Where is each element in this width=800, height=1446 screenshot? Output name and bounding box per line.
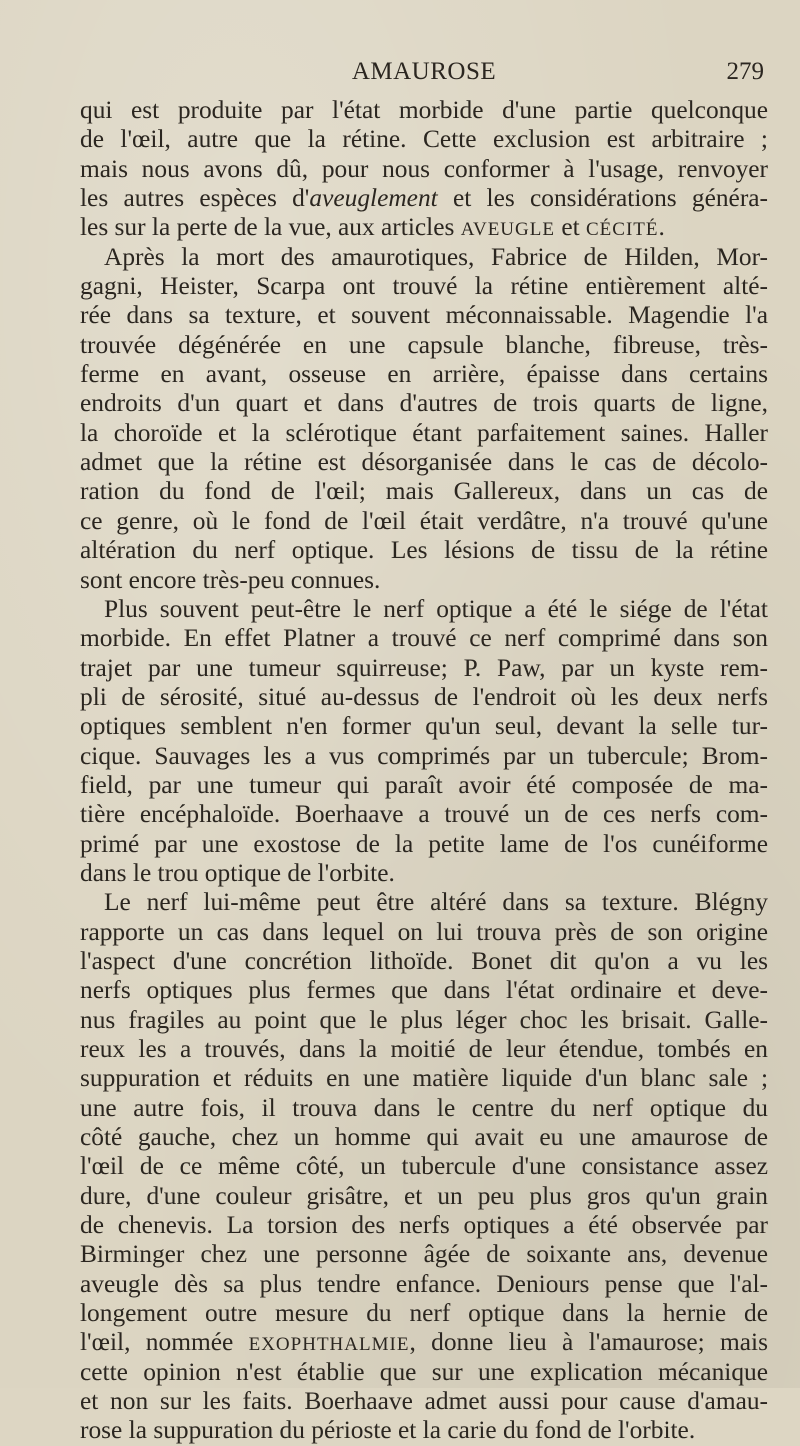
text-line: aveugle dès sa plus tendre enfance. Deniours pense que l'al- bbox=[80, 1269, 768, 1298]
running-head: AMAUROSE bbox=[351, 58, 497, 85]
text-line: rapporte un cas dans lequel on lui trouva près de son origine bbox=[80, 917, 768, 946]
text-line: ferme en avant, osseuse en arrière, épaisse dans certains bbox=[80, 360, 768, 389]
text-line: pli de sérosité, situé au-dessus de l'endroit où les deux nerfs bbox=[80, 682, 768, 711]
text-line: et non sur les faits. Boerhaave admet aussi pour cause d'amau- bbox=[80, 1387, 768, 1416]
text-line: trajet par une tumeur squirreuse; P. Paw, par un kyste rem- bbox=[80, 653, 768, 682]
text-line: longement outre mesure du nerf optique dans la hernie de bbox=[80, 1299, 768, 1328]
text-line: nerfs optiques plus fermes que dans l'état ordinaire et deve- bbox=[80, 976, 768, 1005]
text-line: rose la suppuration du périoste et la carie du fond de l'orbite. bbox=[80, 1416, 696, 1445]
text-line: une autre fois, il trouva dans le centre du nerf optique du bbox=[80, 1093, 768, 1122]
text-line: dure, d'une couleur grisâtre, et un peu plus gros qu'un grain bbox=[80, 1181, 768, 1210]
text-line: altération du nerf optique. Les lésions de tissu de la rétine bbox=[80, 536, 768, 565]
text-line: ration du fond de l'œil; mais Gallereux, dans un cas de bbox=[80, 477, 768, 506]
italic-term: aveuglement bbox=[309, 184, 438, 213]
text-line: trouvée dégénérée en une capsule blanche, fibreuse, très- bbox=[80, 330, 768, 359]
text-line: la choroïde et la sclérotique étant parfaitement saines. Haller bbox=[80, 418, 768, 447]
text-line: suppuration et réduits en une matière liquide d'un blanc sale ; bbox=[80, 1064, 768, 1093]
text-line: l'œil de ce même côté, un tubercule d'une consistance assez bbox=[80, 1152, 768, 1181]
text-line: dans le trou optique de l'orbite. bbox=[80, 858, 395, 887]
text-run: . bbox=[658, 213, 665, 242]
text-line: de chenevis. La torsion des nerfs optiques a été observée par bbox=[80, 1211, 768, 1240]
text-line: ce genre, où le fond de l'œil était verdâtre, n'a trouvé qu'une bbox=[80, 506, 768, 535]
text-run: , donne lieu à l'amaurose; mais bbox=[409, 1328, 768, 1357]
text-line bbox=[80, 213, 768, 242]
text-line: qui est produite par l'état morbide d'une partie quelconque bbox=[80, 96, 768, 124]
cross-reference: CÉCITÉ bbox=[586, 219, 659, 241]
text-run: l'œil, nommée bbox=[80, 1328, 249, 1357]
text-line: cette opinion n'est établie que sur une explication mécanique bbox=[80, 1357, 768, 1386]
text-line: cique. Sauvages les a vus comprimés par un tubercule; Brom- bbox=[80, 741, 768, 770]
cross-reference: AVEUGLE bbox=[460, 219, 555, 241]
text-line: mais nous avons dû, pour nous conformer à l'usage, renvoyer bbox=[80, 154, 768, 183]
text-line: rée dans sa texture, et souvent méconnaissable. Magendie l'a bbox=[80, 301, 768, 330]
text-line: Après la mort des amaurotiques, Fabrice de Hilden, Mor- bbox=[104, 242, 768, 271]
text-line: Plus souvent peut-être le nerf optique a été le siége de l'état bbox=[104, 594, 768, 623]
text-line: Birminger chez une personne âgée de soixante ans, devenue bbox=[80, 1240, 768, 1269]
text-line: côté gauche, chez un homme qui avait eu une amaurose de bbox=[80, 1123, 768, 1152]
text-line: primé par une exostose de la petite lame de l'os cunéiforme bbox=[80, 829, 768, 858]
text-line bbox=[80, 1328, 768, 1357]
text-line: l'aspect d'une concrétion lithoïde. Bonet dit qu'on a vu les bbox=[80, 946, 768, 975]
text-line: optiques semblent n'en former qu'un seul, devant la selle tur- bbox=[80, 712, 768, 741]
cross-reference: EXOPHTHALMIE bbox=[248, 1334, 410, 1356]
page-number: 279 bbox=[726, 58, 764, 85]
text-line: admet que la rétine est désorganisée dans le cas de décolo- bbox=[80, 448, 768, 477]
text-run: et les considérations généra- bbox=[437, 184, 768, 213]
text-line: tière encéphaloïde. Boerhaave a trouvé un de ces nerfs com- bbox=[80, 800, 768, 829]
text-line: Le nerf lui-même peut être altéré dans sa texture. Blégny bbox=[104, 888, 768, 917]
text-line: sont encore très-peu connues. bbox=[80, 565, 381, 594]
text-line: morbide. En effet Platner a trouvé ce nerf comprimé dans son bbox=[80, 624, 768, 653]
page-header bbox=[80, 58, 768, 94]
text-run: les autres espèces d' bbox=[80, 184, 310, 213]
body-text bbox=[80, 96, 768, 1446]
text-run: et bbox=[554, 213, 586, 242]
text-line: gagni, Heister, Scarpa ont trouvé la rétine entièrement alté- bbox=[80, 272, 768, 301]
text-line: nus fragiles au point que le plus léger choc les brisait. Galle- bbox=[80, 1005, 768, 1034]
text-line: reux les a trouvés, dans la moitié de leur étendue, tombés en bbox=[80, 1035, 768, 1063]
text-line bbox=[80, 184, 768, 213]
text-line: de l'œil, autre que la rétine. Cette exclusion est arbitraire ; bbox=[80, 125, 768, 154]
text-run: les sur la perte de la vue, aux articles bbox=[80, 213, 461, 242]
text-line: endroits d'un quart et dans d'autres de trois quarts de ligne, bbox=[80, 389, 768, 418]
text-line: field, par une tumeur qui paraît avoir été composée de ma- bbox=[80, 770, 768, 799]
